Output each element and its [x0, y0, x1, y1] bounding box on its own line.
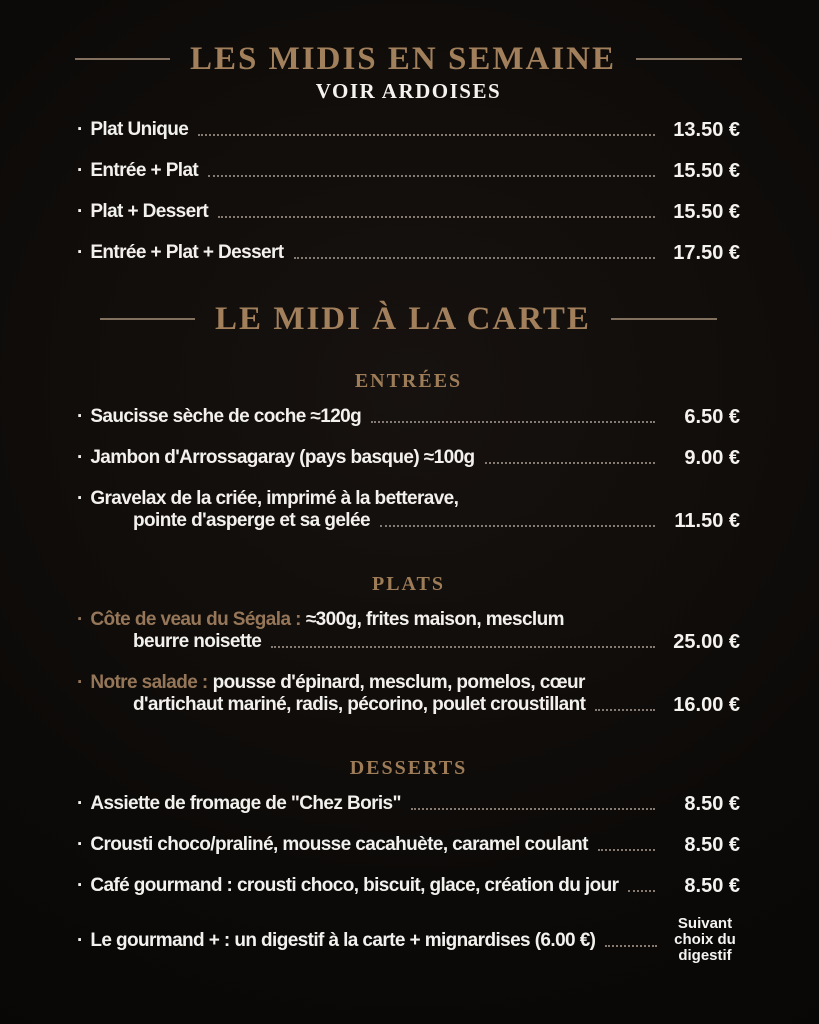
- menu-item: [77, 915, 740, 964]
- bullet-icon: [77, 930, 83, 952]
- item-price: 17.50 €: [673, 242, 740, 264]
- bullet-icon: [77, 160, 83, 182]
- item-price: 16.00 €: [673, 694, 740, 716]
- heading-rule: [611, 318, 717, 320]
- item-label: Assiette de fromage de "Chez Boris": [90, 793, 401, 814]
- item-price: 8.50 €: [684, 793, 740, 815]
- item-price: 8.50 €: [684, 875, 740, 897]
- section-header-midis: [77, 40, 740, 102]
- dot-leader: [380, 525, 655, 527]
- plats-list: [77, 609, 740, 716]
- formules-list: [77, 119, 740, 264]
- dot-leader: [294, 257, 655, 259]
- dot-leader: [271, 646, 655, 648]
- menu-item: [77, 406, 740, 428]
- menu-item: [77, 242, 740, 264]
- group-heading-desserts: DESSERTS: [349, 757, 468, 779]
- bullet-icon: [77, 875, 83, 897]
- item-label: Saucisse sèche de coche ≈120g: [90, 406, 362, 427]
- section-subtitle: VOIR ARDOISES: [315, 79, 502, 103]
- item-price: 25.00 €: [673, 631, 740, 653]
- bullet-icon: [77, 488, 83, 510]
- bullet-icon: [77, 406, 83, 428]
- item-label: ≈300g, frites maison, mesclum: [305, 609, 564, 630]
- item-price-note: Suivant choix du digestif: [674, 915, 736, 964]
- section-title: LES MIDIS EN SEMAINE: [190, 41, 617, 77]
- bullet-icon: [77, 609, 83, 631]
- item-label: Café gourmand : crousti choco, biscuit, glace, création du jour: [90, 875, 619, 896]
- item-label: Crousti choco/praliné, mousse cacahuète, caramel coulant: [90, 834, 588, 855]
- menu-item: [77, 834, 740, 856]
- item-price: 6.50 €: [684, 406, 740, 428]
- bullet-icon: [77, 201, 83, 223]
- item-price: 15.50 €: [673, 160, 740, 182]
- group-heading-entrees: ENTRÉES: [354, 370, 463, 392]
- group-heading-plats: PLATS: [372, 573, 445, 595]
- desserts-list: [77, 793, 740, 964]
- item-price: 13.50 €: [673, 119, 740, 141]
- item-lead: Côte de veau du Ségala :: [90, 609, 301, 630]
- heading-rule: [100, 318, 195, 320]
- item-label: Entrée + Plat: [90, 160, 199, 181]
- menu-item: [77, 160, 740, 182]
- dot-leader: [208, 175, 655, 177]
- dot-leader: [595, 709, 655, 711]
- item-label: Gravelax de la criée, imprimé à la betterave,: [90, 488, 459, 509]
- dot-leader: [485, 462, 655, 464]
- item-label-line2: d'artichaut mariné, radis, pécorino, poulet croustillant: [133, 694, 586, 715]
- dot-leader: [371, 421, 655, 423]
- dot-leader: [218, 216, 655, 218]
- item-label: Jambon d'Arrossagaray (pays basque) ≈100g: [90, 447, 475, 468]
- item-label: pousse d'épinard, mesclum, pomelos, cœur: [212, 672, 585, 693]
- section-header-carte: [77, 300, 740, 338]
- bullet-icon: [77, 447, 83, 469]
- bullet-icon: [77, 793, 83, 815]
- dot-leader: [598, 849, 655, 851]
- dot-leader: [411, 808, 655, 810]
- item-lead: Notre salade :: [90, 672, 208, 693]
- item-label-line2: pointe d'asperge et sa gelée: [133, 510, 370, 531]
- heading-rule: [75, 58, 170, 60]
- dot-leader: [628, 890, 655, 892]
- menu-item: [77, 875, 740, 897]
- menu-item: [77, 119, 740, 141]
- bullet-icon: [77, 242, 83, 264]
- item-label-line2: beurre noisette: [133, 631, 262, 652]
- item-price: 11.50 €: [674, 510, 740, 532]
- bullet-icon: [77, 672, 83, 694]
- bullet-icon: [77, 119, 83, 141]
- menu-item: [77, 672, 740, 716]
- menu-item: [77, 609, 740, 653]
- dot-leader: [605, 945, 657, 947]
- item-label: Le gourmand + : un digestif à la carte + mignardises (6.00 €): [90, 930, 596, 951]
- item-price: 8.50 €: [684, 834, 740, 856]
- bullet-icon: [77, 834, 83, 856]
- dot-leader: [198, 134, 655, 136]
- entrees-list: [77, 406, 740, 532]
- heading-rule: [636, 58, 742, 60]
- item-label: Plat + Dessert: [90, 201, 209, 222]
- item-price: 9.00 €: [684, 447, 740, 469]
- item-label: Plat Unique: [90, 119, 189, 140]
- menu-item: [77, 447, 740, 469]
- menu-item: [77, 793, 740, 815]
- menu-item: [77, 488, 740, 532]
- item-label: Entrée + Plat + Dessert: [90, 242, 284, 263]
- menu-item: [77, 201, 740, 223]
- section-title: LE MIDI À LA CARTE: [215, 301, 591, 337]
- item-price: 15.50 €: [673, 201, 740, 223]
